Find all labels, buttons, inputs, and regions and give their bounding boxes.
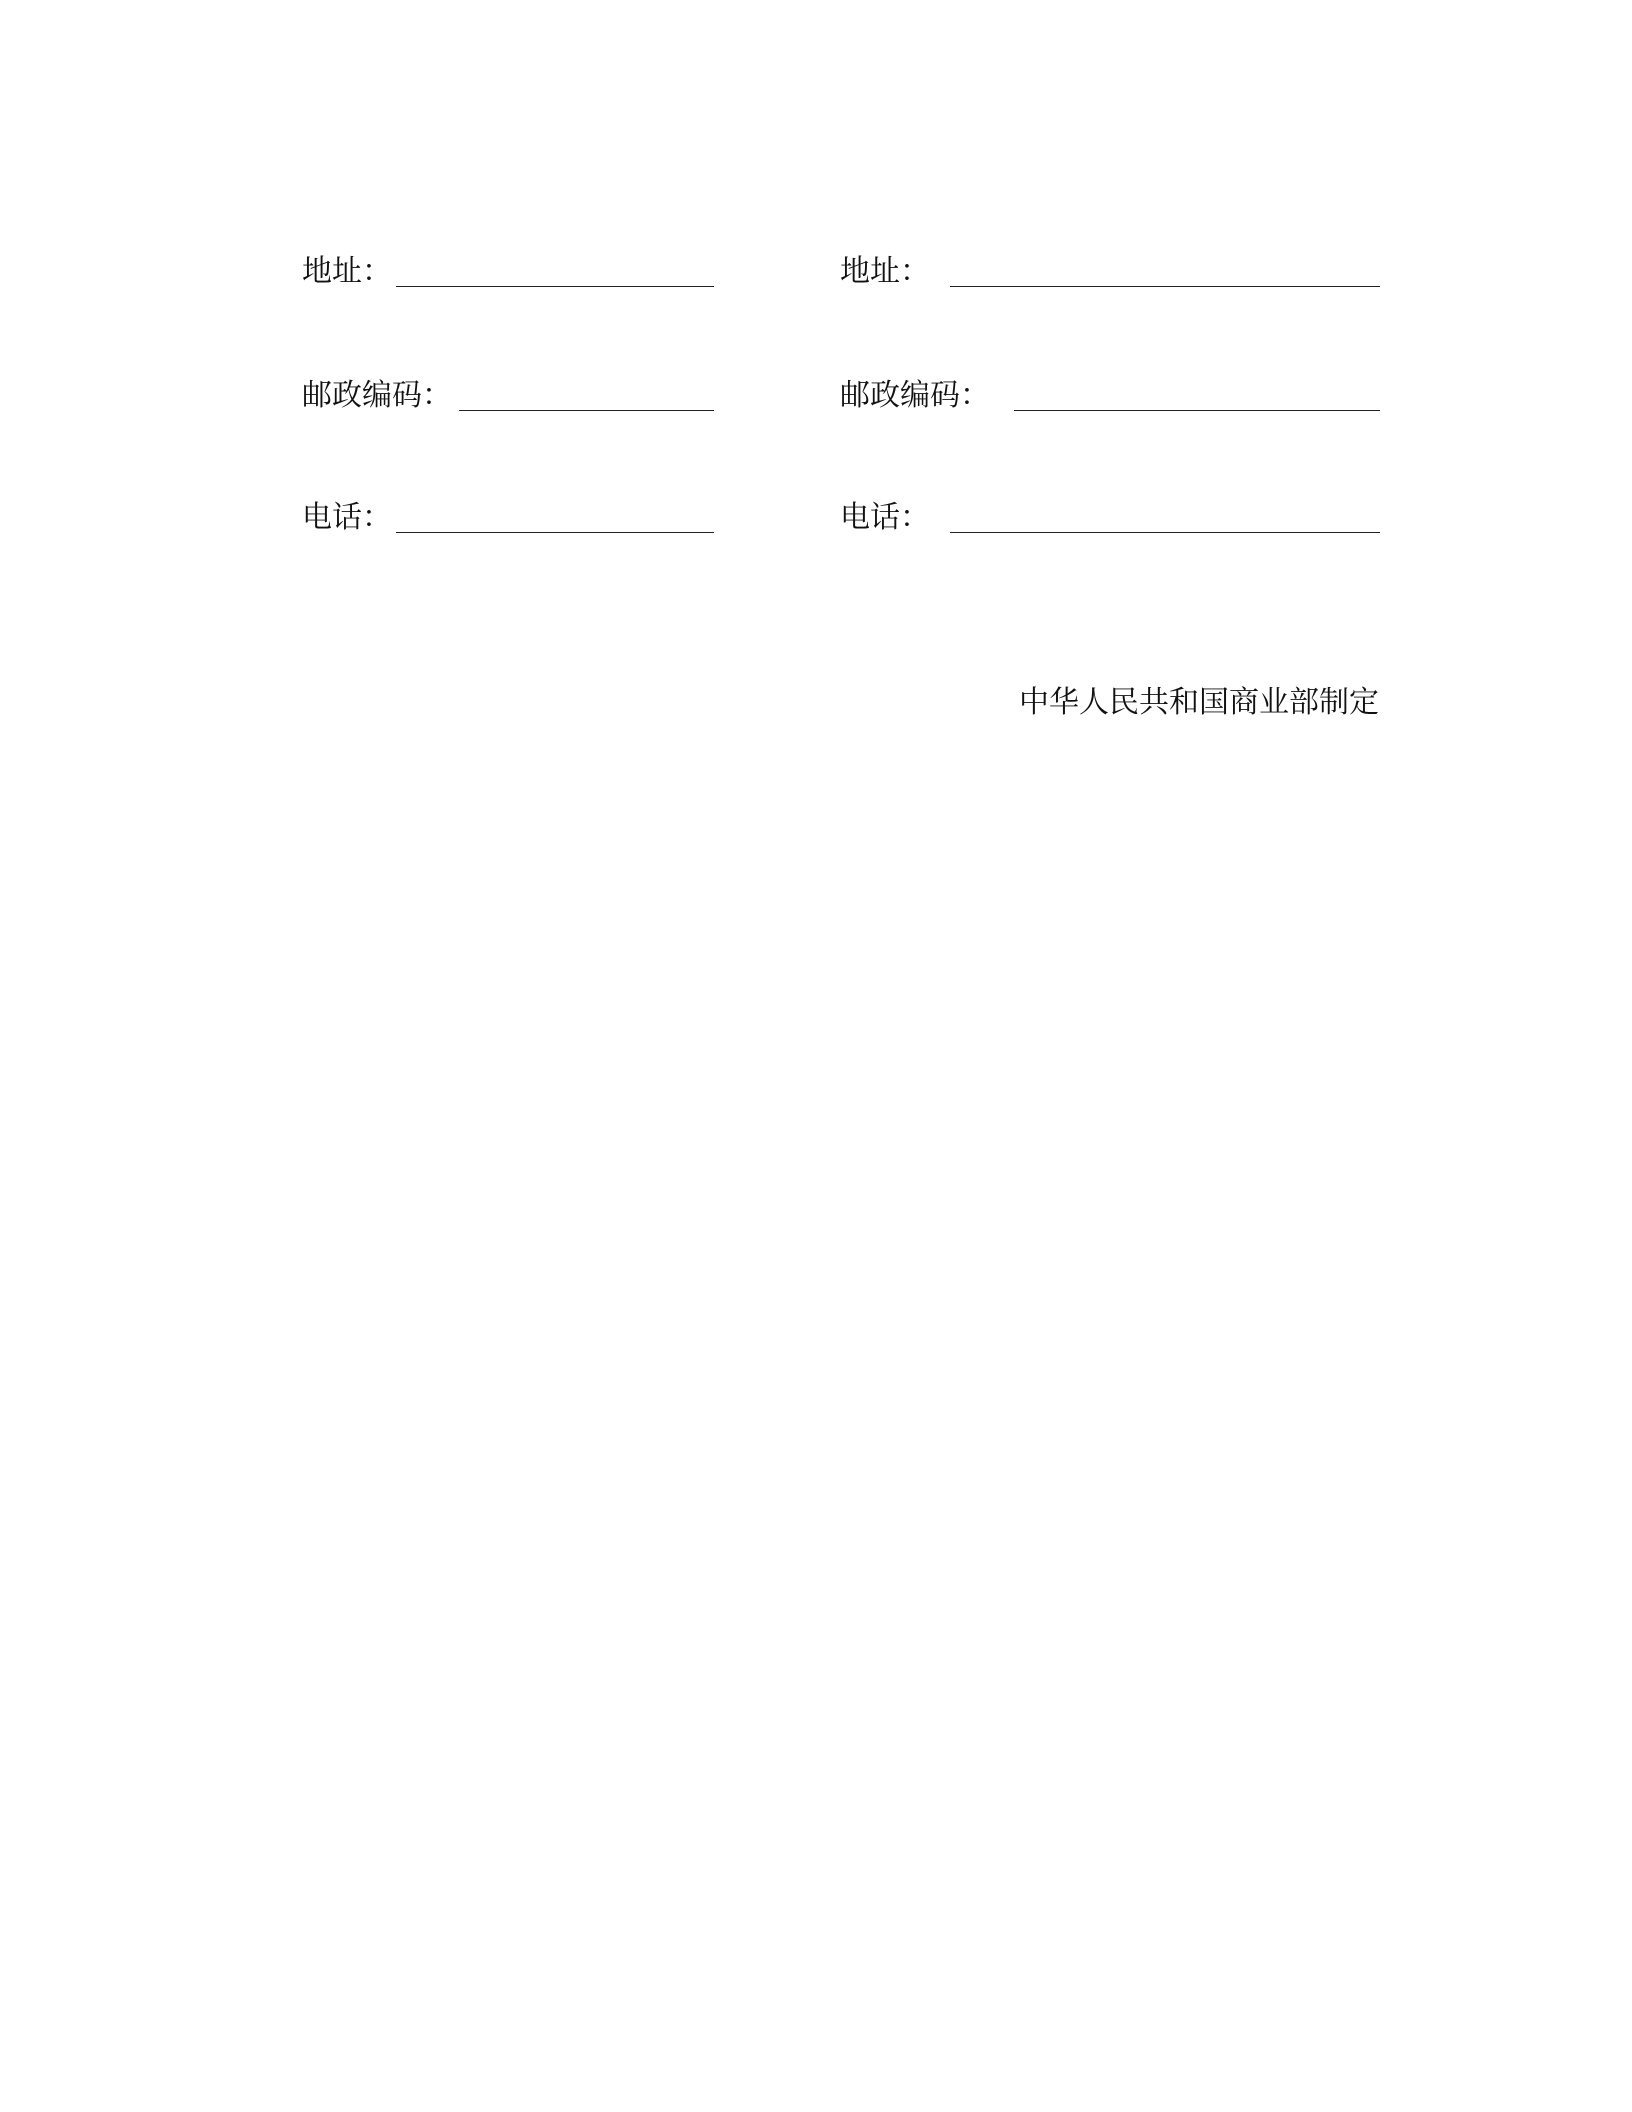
left-phone-label: 电话：: [302, 500, 392, 535]
right-postcode-label: 邮政编码：: [840, 378, 990, 413]
left-phone-field: [302, 498, 714, 546]
issuer-statement: 中华人民共和国商业部制定: [1019, 685, 1379, 720]
right-phone-label: 电话：: [840, 500, 930, 535]
left-address-line[interactable]: [396, 286, 714, 287]
right-phone-line[interactable]: [950, 532, 1380, 533]
left-postcode-label: 邮政编码：: [302, 378, 452, 413]
right-phone-field: [840, 498, 1380, 546]
right-postcode-field: [840, 376, 1380, 424]
left-postcode-line[interactable]: [459, 410, 714, 411]
left-address-label: 地址：: [302, 254, 392, 289]
right-address-field: [840, 252, 1380, 300]
left-phone-line[interactable]: [396, 532, 714, 533]
right-address-label: 地址：: [840, 254, 930, 289]
right-address-line[interactable]: [950, 286, 1380, 287]
right-postcode-line[interactable]: [1014, 410, 1380, 411]
left-postcode-field: [302, 376, 714, 424]
left-address-field: [302, 252, 714, 300]
